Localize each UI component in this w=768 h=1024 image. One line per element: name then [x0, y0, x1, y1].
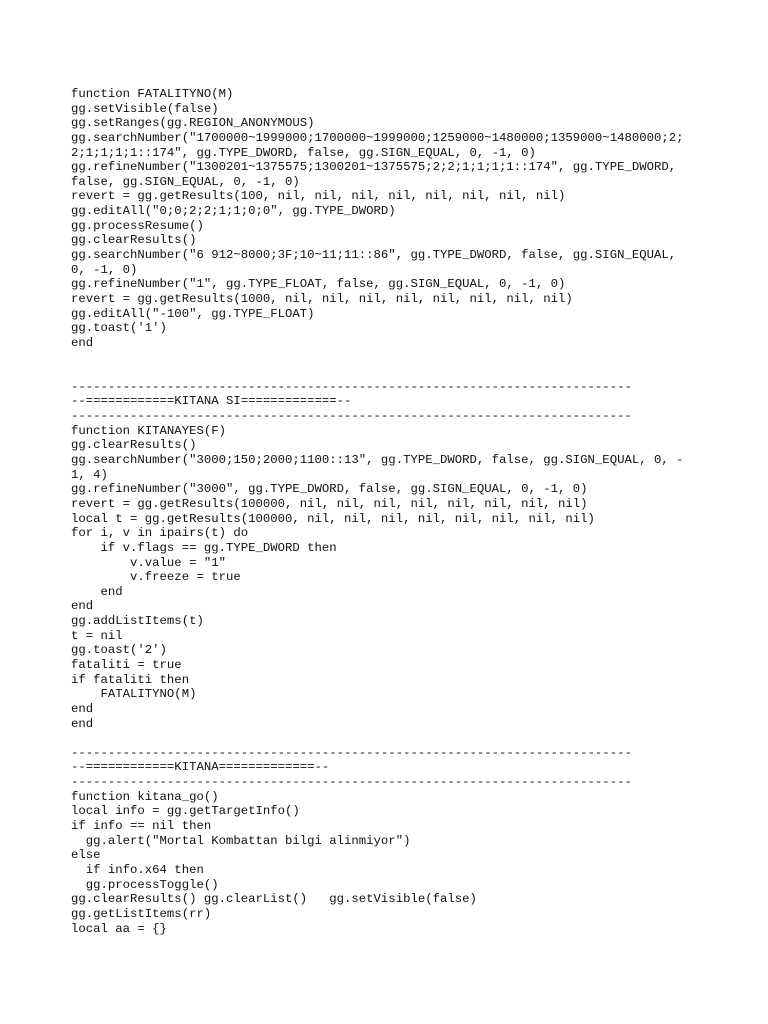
code-line: gg.searchNumber("6 912~8000;3F;10~11;11::86", gg.TYPE_DWORD, false, gg.SIGN_EQUAL,: [71, 248, 677, 263]
code-line: gg.clearResults() gg.clearList() gg.setVisible(false): [71, 892, 477, 907]
code-line: ----------------------------------------------------------------------------: [71, 745, 632, 760]
code-line: gg.processResume(): [71, 218, 204, 233]
code-line: revert = gg.getResults(100, nil, nil, nil, nil, nil, nil, nil, nil): [71, 189, 566, 204]
code-line: fataliti = true: [71, 657, 182, 672]
code-line: ----------------------------------------------------------------------------: [71, 409, 632, 424]
code-line: [71, 365, 684, 380]
code-line: gg.addListItems(t): [71, 614, 204, 629]
code-line: --============KITANA=============--: [71, 760, 330, 775]
code-line: gg.alert("Mortal Kombattan bilgi alinmiyor"): [71, 833, 411, 848]
code-block: [71, 87, 684, 936]
code-line: if v.flags == gg.TYPE_DWORD then: [71, 540, 337, 555]
code-line: FATALITYNO(M): [71, 687, 197, 702]
code-line: local t = gg.getResults(100000, nil, nil, nil, nil, nil, nil, nil, nil): [71, 511, 595, 526]
code-line: if info.x64 then: [71, 862, 204, 877]
code-line: --============KITANA SI=============--: [71, 394, 352, 409]
code-line: revert = gg.getResults(100000, nil, nil, nil, nil, nil, nil, nil, nil): [71, 496, 588, 511]
code-line: 2;1;1;1;1::174", gg.TYPE_DWORD, false, gg.SIGN_EQUAL, 0, -1, 0): [71, 145, 536, 160]
code-line: gg.searchNumber("1700000~1999000;1700000~1999000;1259000~1480000;1359000~1480000;2;: [71, 130, 684, 145]
code-line: local aa = {}: [71, 921, 167, 936]
code-line: gg.refineNumber("1300201~1375575;1300201~1375575;2;2;1;1;1;1::174", gg.TYPE_DWORD,: [71, 160, 677, 175]
code-line: [71, 351, 684, 366]
code-line: gg.editAll("-100", gg.TYPE_FLOAT): [71, 306, 315, 321]
code-line: v.freeze = true: [71, 570, 241, 585]
code-line: gg.clearResults(): [71, 438, 197, 453]
code-line: gg.editAll("0;0;2;2;1;1;0;0", gg.TYPE_DWORD): [71, 204, 396, 219]
code-line: gg.setRanges(gg.REGION_ANONYMOUS): [71, 116, 315, 131]
code-line: gg.getListItems(rr): [71, 906, 212, 921]
code-line: end: [71, 599, 94, 614]
code-line: gg.toast('2'): [71, 643, 167, 658]
code-line: for i, v in ipairs(t) do: [71, 526, 249, 541]
code-line: revert = gg.getResults(1000, nil, nil, nil, nil, nil, nil, nil, nil): [71, 291, 573, 306]
code-line: t = nil: [71, 628, 123, 643]
code-line: end: [71, 716, 94, 731]
code-line: end: [71, 701, 94, 716]
code-line: v.value = "1": [71, 555, 226, 570]
code-line: end: [71, 584, 123, 599]
code-line: gg.clearResults(): [71, 233, 197, 248]
code-line: [71, 731, 684, 746]
code-line: ----------------------------------------------------------------------------: [71, 379, 632, 394]
code-line: 1, 4): [71, 467, 108, 482]
code-line: gg.refineNumber("3000", gg.TYPE_DWORD, false, gg.SIGN_EQUAL, 0, -1, 0): [71, 482, 588, 497]
code-line: gg.setVisible(false): [71, 101, 219, 116]
code-line: function kitana_go(): [71, 789, 219, 804]
code-line: function FATALITYNO(M): [71, 87, 234, 101]
code-line: gg.refineNumber("1", gg.TYPE_FLOAT, false, gg.SIGN_EQUAL, 0, -1, 0): [71, 277, 566, 292]
code-line: if fataliti then: [71, 672, 190, 687]
code-line: gg.processToggle(): [71, 877, 219, 892]
code-line: false, gg.SIGN_EQUAL, 0, -1, 0): [71, 174, 300, 189]
code-line: gg.searchNumber("3000;150;2000;1100::13", gg.TYPE_DWORD, false, gg.SIGN_EQUAL, 0, -: [71, 453, 684, 468]
code-line: local info = gg.getTargetInfo(): [71, 804, 300, 819]
code-line: 0, -1, 0): [71, 262, 138, 277]
code-line: end: [71, 335, 94, 350]
code-line: ----------------------------------------------------------------------------: [71, 775, 632, 790]
code-line: gg.toast('1'): [71, 321, 167, 336]
code-line: else: [71, 848, 101, 863]
code-line: if info == nil then: [71, 819, 212, 834]
code-line: function KITANAYES(F): [71, 423, 226, 438]
